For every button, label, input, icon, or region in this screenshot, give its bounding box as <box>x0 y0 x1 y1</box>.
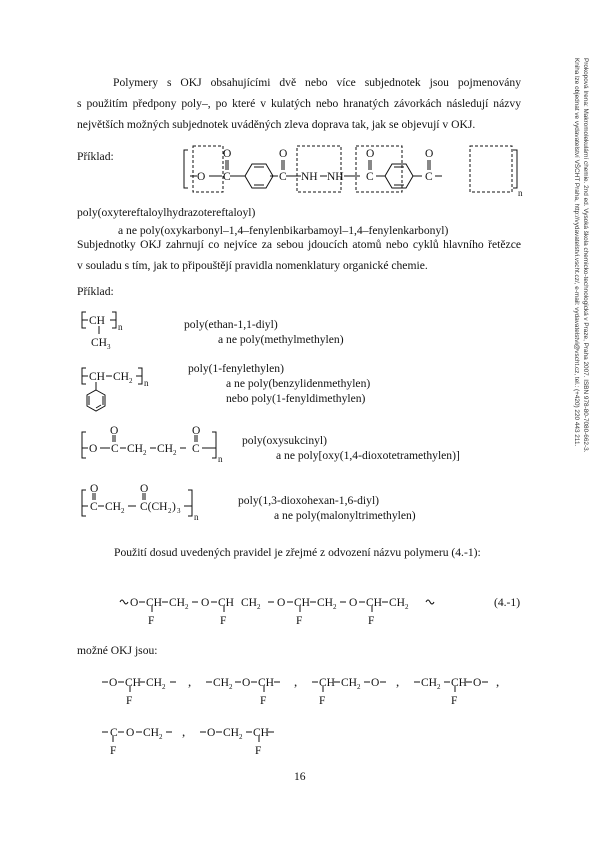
example1-alt-name: a ne poly(oxykarbonyl–1,4–fenylenbikarbamoyl–1,4–fenylenkarbonyl) <box>118 224 449 237</box>
svg-text:F: F <box>260 695 267 707</box>
possible-units-row-1 <box>100 670 510 710</box>
svg-text:CH: CH <box>317 597 333 609</box>
svg-text:O: O <box>197 171 206 183</box>
svg-text:2: 2 <box>185 603 189 611</box>
structure-formula-1 <box>180 138 523 208</box>
intro-line-1: Polymery s OKJ obsahujícími dvě nebo více subjednotek jsou pojmenovány <box>113 76 521 89</box>
svg-text:2: 2 <box>229 683 233 691</box>
svg-text:O: O <box>473 677 482 689</box>
example-label-2: Příklad: <box>77 285 114 298</box>
svg-text:F: F <box>255 745 262 757</box>
svg-text:,: , <box>294 674 298 689</box>
svg-text:O: O <box>223 148 232 160</box>
svg-text:CH: CH <box>218 597 234 609</box>
svg-text:O: O <box>366 148 375 160</box>
page-number: 16 <box>294 770 306 783</box>
svg-text:CH: CH <box>105 501 121 513</box>
sidebar-citation <box>572 58 590 452</box>
svg-text:CH: CH <box>89 315 105 327</box>
svg-text:,: , <box>182 724 186 739</box>
structure-formula-ethandiyl <box>80 308 140 350</box>
paragraph-2 <box>77 234 521 276</box>
svg-text:O: O <box>192 425 201 437</box>
example-b-alt-2: nebo poly(1-fenyldimethylen) <box>226 392 366 405</box>
example-a-alt: a ne poly(methylmethylen) <box>218 333 344 346</box>
example-b-name: poly(1-fenylethylen) <box>188 362 284 375</box>
svg-text:O: O <box>371 677 380 689</box>
svg-text:C: C <box>279 171 287 183</box>
svg-text:F: F <box>451 695 458 707</box>
svg-text:O: O <box>130 597 139 609</box>
svg-text:O: O <box>110 425 119 437</box>
svg-text:O: O <box>201 597 210 609</box>
svg-text:C(CH: C(CH <box>140 501 168 513</box>
svg-text:2: 2 <box>257 603 261 611</box>
svg-text:F: F <box>110 745 117 757</box>
svg-text:CH: CH <box>146 597 162 609</box>
svg-text:CH: CH <box>223 727 239 739</box>
svg-text:CH: CH <box>258 677 274 689</box>
intro-line-3: největších možných subjednotek uváděných zleva doprava tak, jak se objevují v OKJ. <box>77 118 476 131</box>
svg-text:n: n <box>194 512 199 522</box>
example-label-1: Příklad: <box>77 150 114 163</box>
sidebar-line-2: Kniha lze objednat ve vydavatelství VŠCHT Praha, http://vydavatelstvi.vscht.cz/, e-mail: vydavatelstvi@vscht.cz, tel.: (+420) 220 443 211. <box>573 58 580 447</box>
svg-text:2: 2 <box>121 507 125 515</box>
example-d-name: poly(1,3-dioxohexan-1,6-diyl) <box>238 494 380 507</box>
svg-text:NH: NH <box>301 171 318 183</box>
svg-text:n: n <box>144 378 149 388</box>
svg-text:F: F <box>368 615 375 627</box>
svg-text:F: F <box>220 615 227 627</box>
svg-text:CH: CH <box>91 337 107 349</box>
svg-text:C: C <box>192 443 200 455</box>
example-c-alt: a ne poly[oxy(1,4-dioxotetramethylen)] <box>276 449 460 462</box>
possible-units-row-2 <box>100 720 300 760</box>
svg-text:2: 2 <box>168 507 172 515</box>
svg-text:CH: CH <box>451 677 467 689</box>
usage-text: Použití dosud uvedených pravidel je zřejmé z odvození názvu polymeru (4.-1): <box>114 546 481 559</box>
svg-text:NH: NH <box>327 171 344 183</box>
svg-text:CH: CH <box>113 371 129 383</box>
svg-text:CH: CH <box>294 597 310 609</box>
svg-text:O: O <box>126 727 135 739</box>
svg-text:CH: CH <box>157 443 173 455</box>
svg-text:C: C <box>223 171 231 183</box>
svg-text:2: 2 <box>162 683 166 691</box>
svg-text:O: O <box>349 597 358 609</box>
svg-text:O: O <box>277 597 286 609</box>
example-c-name: poly(oxysukcinyl) <box>242 434 328 447</box>
svg-text:F: F <box>148 615 155 627</box>
intro-line-2: s použitím předpony poly–, po které v kulatých nebo hranatých závorkách následují názvy <box>77 97 521 110</box>
example-d-alt: a ne poly(malonyltrimethylen) <box>274 509 416 522</box>
svg-text:F: F <box>319 695 326 707</box>
svg-text:O: O <box>90 483 99 495</box>
example1-name: poly(oxytereftaloylhydrazotereftaloyl) <box>77 206 256 219</box>
structure-formula-dioxohexandiyl <box>80 484 210 530</box>
svg-text:O: O <box>425 148 434 160</box>
structure-formula-oxysukcinyl <box>80 426 230 472</box>
svg-text:2: 2 <box>357 683 361 691</box>
svg-text:): ) <box>172 501 176 513</box>
svg-text:O: O <box>89 443 98 455</box>
svg-text:O: O <box>207 727 216 739</box>
svg-text:CH: CH <box>89 371 105 383</box>
svg-text:n: n <box>518 188 523 198</box>
svg-text:CH: CH <box>421 677 437 689</box>
svg-text:2: 2 <box>405 603 409 611</box>
svg-text:CH: CH <box>127 443 143 455</box>
svg-text:CH: CH <box>213 677 229 689</box>
svg-text:2: 2 <box>129 377 133 385</box>
paragraph-2-line-1: Subjednotky OKJ zahrnují co nejvíce za sebou jdoucích atomů nebo cyklů hlavního řetězce <box>77 238 521 251</box>
svg-text:2: 2 <box>159 733 163 741</box>
svg-text:CH: CH <box>241 597 257 609</box>
svg-text:CH: CH <box>169 597 185 609</box>
svg-text:2: 2 <box>173 449 177 457</box>
svg-text:CH: CH <box>319 677 335 689</box>
svg-text:3: 3 <box>177 507 181 515</box>
svg-text:C: C <box>90 501 98 513</box>
svg-text:CH: CH <box>366 597 382 609</box>
svg-text:CH: CH <box>125 677 141 689</box>
svg-text:C: C <box>366 171 374 183</box>
svg-text:C: C <box>110 727 118 739</box>
svg-text:O: O <box>109 677 118 689</box>
svg-text:CH: CH <box>253 727 269 739</box>
svg-text:F: F <box>296 615 303 627</box>
intro-paragraph <box>77 72 521 135</box>
svg-text:C: C <box>425 171 433 183</box>
svg-text:2: 2 <box>239 733 243 741</box>
svg-text:2: 2 <box>143 449 147 457</box>
svg-text:n: n <box>118 322 123 332</box>
sidebar-line-1: Prokopová Irena: Makromolekulární chemie. 2nd ed. Vysoká škola chemicko-technologická v Praze, Praha 2007. ISBN 978-80-7080-662-3. <box>582 58 589 453</box>
svg-text:CH: CH <box>143 727 159 739</box>
svg-text:C: C <box>111 443 119 455</box>
structure-formula-fenylethylen <box>80 364 160 416</box>
possible-units-label: možné OKJ jsou: <box>77 644 158 657</box>
svg-text:O: O <box>279 148 288 160</box>
svg-text:,: , <box>496 674 500 689</box>
equation-number: (4.-1) <box>494 596 521 609</box>
svg-text:2: 2 <box>333 603 337 611</box>
paragraph-2-line-2: v souladu s tím, jak to připouštějí pravidla nomenklatury organické chemie. <box>77 259 428 272</box>
polymer-chain-formula <box>118 590 438 630</box>
svg-text:n: n <box>218 454 223 464</box>
example-b-alt: a ne poly(benzylidenmethylen) <box>226 377 371 390</box>
svg-text:,: , <box>396 674 400 689</box>
svg-text:F: F <box>126 695 133 707</box>
svg-text:3: 3 <box>107 343 111 351</box>
svg-text:,: , <box>188 674 192 689</box>
example-a-name: poly(ethan-1,1-diyl) <box>184 318 278 331</box>
svg-text:CH: CH <box>146 677 162 689</box>
svg-text:CH: CH <box>389 597 405 609</box>
svg-text:O: O <box>242 677 251 689</box>
svg-text:O: O <box>140 483 149 495</box>
svg-text:CH: CH <box>341 677 357 689</box>
svg-text:2: 2 <box>437 683 441 691</box>
